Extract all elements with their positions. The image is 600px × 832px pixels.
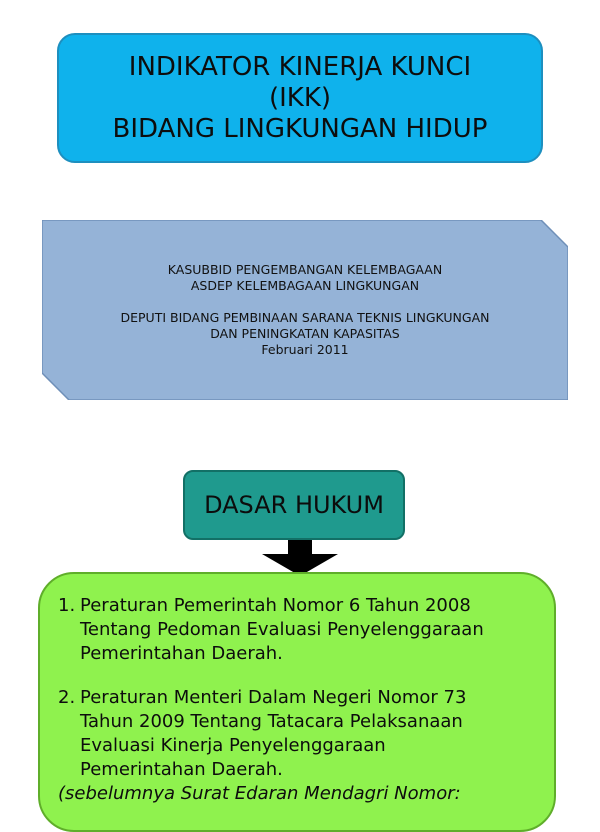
- note-text: (sebelumnya Surat Edaran Mendagri Nomor:: [58, 783, 461, 804]
- list-line: Evaluasi Kinerja Penyelenggaraan: [80, 735, 386, 756]
- info-line-3: DEPUTI BIDANG PEMBINAAN SARANA TEKNIS LINGKUNGAN: [120, 310, 490, 325]
- list-item: [58, 686, 538, 782]
- section-heading-label: DASAR HUKUM: [204, 491, 384, 519]
- list-line: Pemerintahan Daerah.: [80, 759, 283, 780]
- title-line-2: (IKK): [268, 82, 332, 113]
- list-number: 1.: [58, 595, 76, 616]
- list-text: [80, 686, 538, 782]
- arrow-down-icon: [262, 540, 338, 576]
- list-line: Tentang Pedoman Evaluasi Penyelenggaraan: [80, 619, 484, 640]
- list-text: [80, 594, 538, 666]
- list-line: Tahun 2009 Tentang Tatacara Pelaksanaan: [80, 711, 463, 732]
- section-heading: [183, 470, 405, 540]
- info-date: Februari 2011: [261, 342, 349, 357]
- info-line-4: DAN PENINGKATAN KAPASITAS: [210, 326, 400, 341]
- title-line-3: BIDANG LINGKUNGAN HIDUP: [112, 113, 488, 144]
- info-panel: [42, 220, 568, 400]
- list-number: 2.: [58, 687, 76, 708]
- info-line-1: KASUBBID PENGEMBANGAN KELEMBAGAAN: [167, 262, 443, 277]
- list-line: Peraturan Menteri Dalam Negeri Nomor 73: [80, 687, 467, 708]
- list-item: [58, 594, 538, 666]
- list-line: Pemerintahan Daerah.: [80, 643, 283, 664]
- title-line-1: INDIKATOR KINERJA KUNCI: [128, 51, 472, 82]
- title-banner: [57, 33, 543, 163]
- info-line-2: ASDEP KELEMBAGAAN LINGKUNGAN: [190, 278, 420, 293]
- info-text: [42, 220, 568, 400]
- list-line: Peraturan Pemerintah Nomor 6 Tahun 2008: [80, 595, 471, 616]
